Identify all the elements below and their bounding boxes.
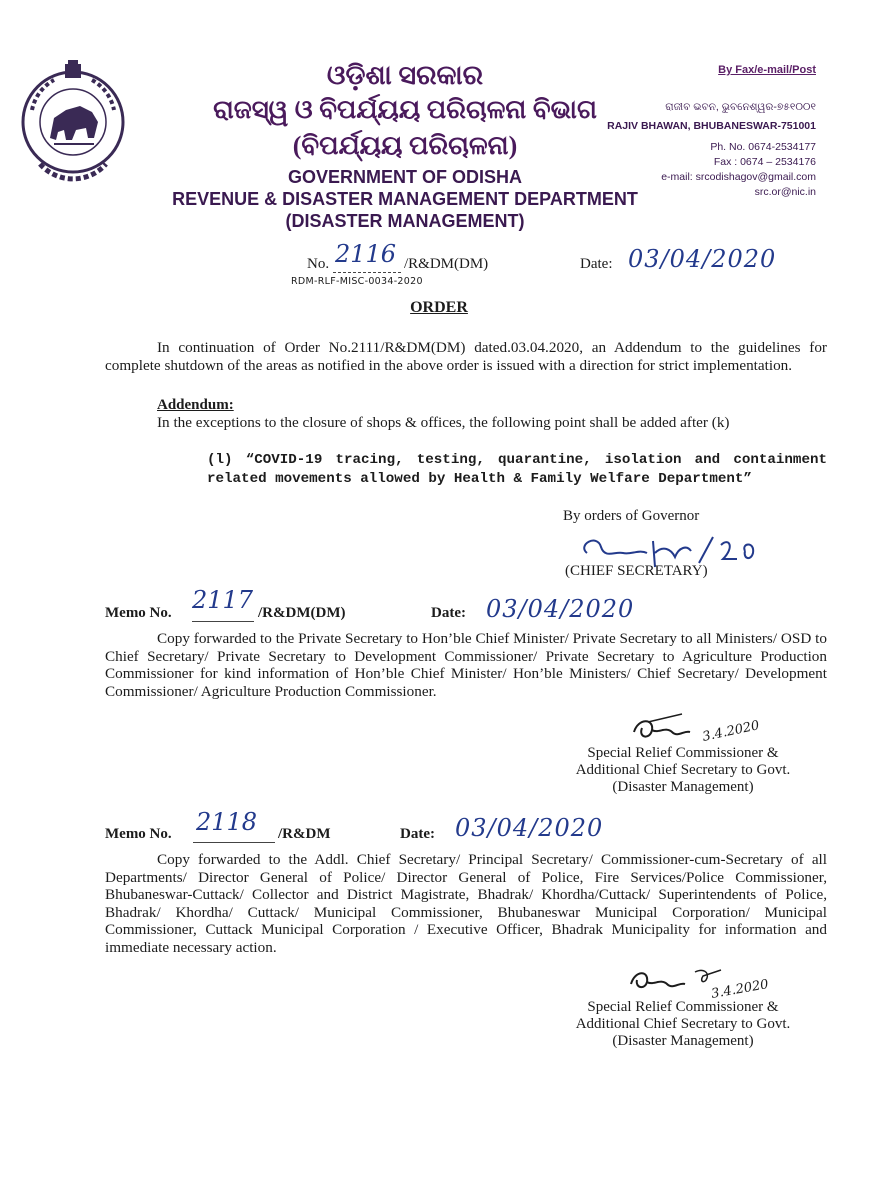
memo2-body: Copy forwarded to the Addl. Chief Secretary/ Principal Secretary/ Commissioner-cum-Secretary of all Departments/ Director General of Police/ Director General of Police, Fire Services/Police Commissioner, Bhubaneswar-Cuttack/ Collector and District Magistrate, Bhadrak/ Khordha/Cuttack/ Superintendents of Police, Bhadrak/ Khordha/ Cuttack/ Municipal Commissioner, Bhubaneswar Municipal Corporation/ Municipal Commissioner, Cuttack Municipal Corporation / Executive Officer, Bhadrak Municipality for information and immediate necessary action. — [105, 851, 827, 956]
order-number-underline — [333, 272, 401, 273]
memo1-signatory-line2: Additional Chief Secretary to Govt. — [575, 762, 791, 778]
email-primary: e-mail: srcodishagov@gmail.com — [661, 171, 816, 183]
order-number-handwritten: 2116 — [335, 240, 397, 268]
address: RAJIV BHAWAN, BHUBANESWAR-751001 — [607, 120, 816, 132]
memo1-signatory-line1: Special Relief Commissioner & — [587, 745, 779, 761]
delivery-mode: By Fax/e-mail/Post — [718, 64, 816, 76]
memo1-number-handwritten: 2117 — [192, 586, 254, 614]
addendum-heading: Addendum: — [157, 397, 234, 413]
memo1-number-suffix: /R&DM(DM) — [258, 605, 346, 621]
memo2-number-suffix: /R&DM — [278, 826, 331, 842]
email-secondary: src.or@nic.in — [754, 186, 816, 198]
fax: Fax : 0674 – 2534176 — [713, 156, 816, 168]
memo2-number-handwritten: 2118 — [196, 808, 258, 836]
order-number-suffix: /R&DM(DM) — [404, 256, 489, 272]
memo2-signature-date: 3.4.2020 — [710, 977, 770, 1002]
order-paragraph-exceptions: In the exceptions to the closure of shops & offices, the following point shall be added after (k) — [157, 414, 730, 431]
memo2-signatory-line3: (Disaster Management) — [612, 1033, 754, 1049]
letterhead-odia-line1: ଓଡ଼ିଶା ସରକାର — [326, 60, 484, 90]
file-reference-code: RDM-RLF-MISC-0034-2020 — [291, 276, 423, 287]
letterhead-government: GOVERNMENT OF ODISHA — [287, 167, 522, 187]
order-title: ORDER — [410, 299, 468, 316]
memo1-date-handwritten: 03/04/2020 — [486, 595, 635, 623]
memo2-number-underline — [193, 842, 275, 843]
address-odia: ରାଜୀବ ଭବନ, ଭୁବନେଶ୍ୱର-୭୫୧୦୦୧ — [665, 101, 816, 113]
memo2-signatory-block — [533, 999, 833, 1050]
order-date-label: Date: — [580, 256, 613, 272]
order-paragraph-continuation: In continuation of Order No.2111/R&DM(DM) dated.03.04.2020, an Addendum to the guidelines for complete shutdown of the areas as notified in the above order is issued with a direction for strict implementation. — [105, 339, 827, 374]
memo2-date-handwritten: 03/04/2020 — [455, 814, 604, 842]
letterhead-division: (DISASTER MANAGEMENT) — [285, 211, 525, 231]
memo1-date-label: Date: — [431, 605, 466, 621]
memo1-number-underline — [192, 621, 254, 622]
memo1-signature-date: 3.4.2020 — [701, 718, 761, 745]
by-orders-of-governor: By orders of Governor — [563, 508, 700, 524]
memo2-date-label: Date: — [400, 826, 435, 842]
odisha-emblem — [14, 60, 132, 182]
letterhead-odia-line2: ରାଜସ୍ୱ ଓ ବିପର୍ଯ୍ୟୟ ପରିଚାଳନା ବିଭାଗ — [213, 95, 597, 124]
memo2-label: Memo No. — [105, 826, 172, 842]
memo1-label: Memo No. — [105, 605, 172, 621]
letterhead-department: REVENUE & DISASTER MANAGEMENT DEPARTMENT — [172, 189, 638, 209]
phone: Ph. No. 0674-2534177 — [710, 141, 816, 153]
order-number-prefix: No. — [307, 256, 330, 272]
order-date-handwritten: 03/04/2020 — [628, 245, 777, 273]
chief-secretary-designation: (CHIEF SECRETARY) — [565, 563, 708, 579]
memo2-signatory-line2: Additional Chief Secretary to Govt. — [575, 1016, 791, 1032]
addendum-point-l: (l) “COVID-19 tracing, testing, quarantine, isolation and containment related movements allowed by Health & Family Welfare Department” — [207, 452, 827, 487]
memo1-body: Copy forwarded to the Private Secretary to Hon’ble Chief Minister/ Private Secretary to all Ministers/ OSD to Chief Secretary/ Private Secretary to Development Commissioner/ Private Secretary to Agriculture Production Commissioner for kind information of Hon’ble Chief Minister/ Hon’ble Ministers/ Chief Secretary/ Development Commissioner/ Agriculture Production Commissioner. — [105, 630, 827, 700]
memo1-signatory-block — [533, 745, 833, 796]
memo1-signatory-line3: (Disaster Management) — [612, 779, 754, 795]
memo2-signatory-line1: Special Relief Commissioner & — [587, 999, 779, 1015]
letterhead-odia-line3: (ବିପର୍ଯ୍ୟୟ ପରିଚାଳନା) — [292, 131, 518, 160]
